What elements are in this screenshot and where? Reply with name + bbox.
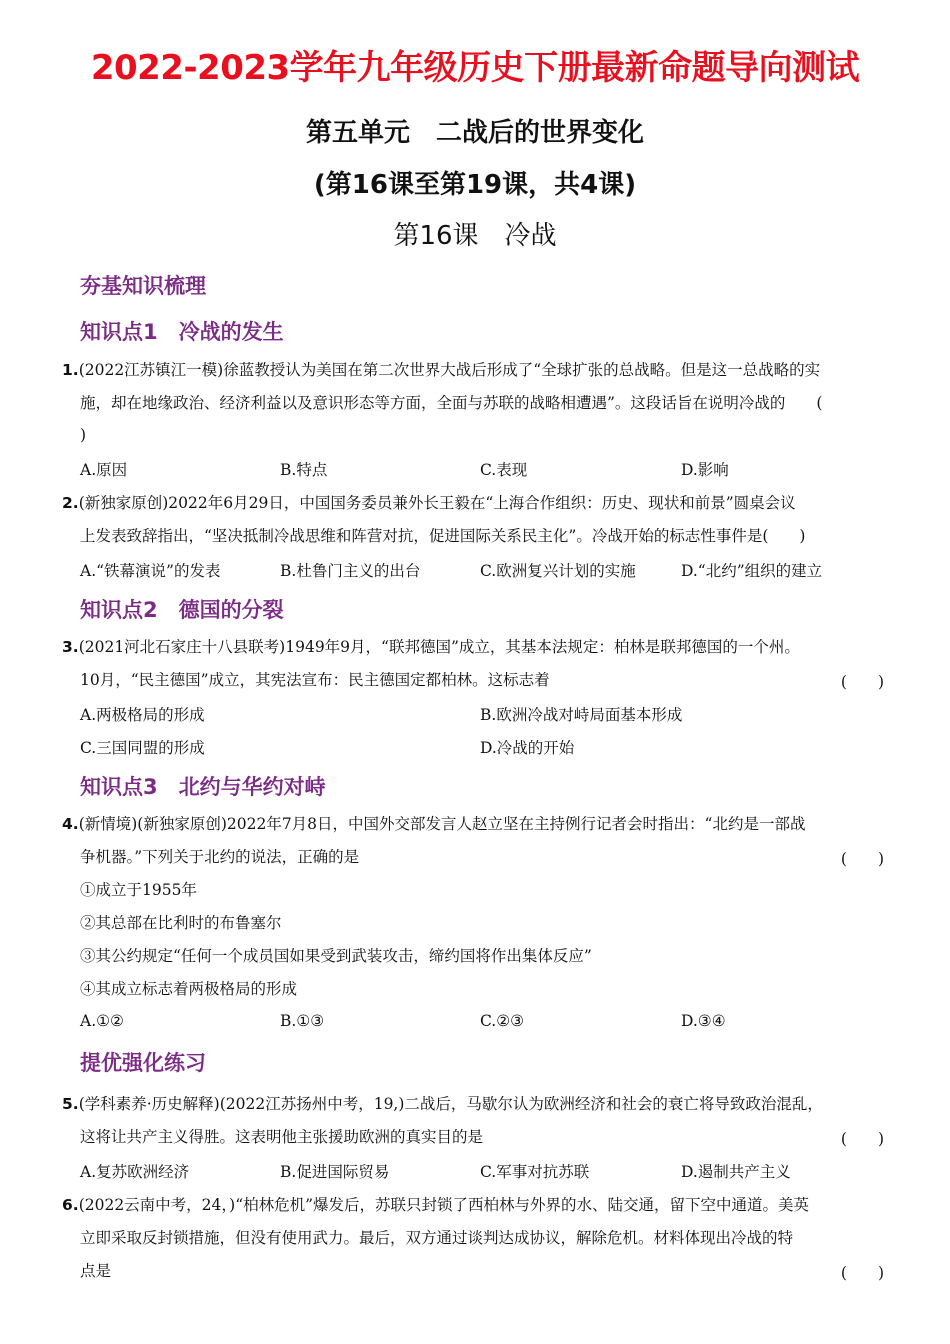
question-5-line-1 (62, 1094, 823, 1114)
option-d: D.遏制共产主义 (681, 1163, 791, 1181)
question-number: 5. (62, 1095, 79, 1113)
question-number: 1. (62, 361, 79, 379)
option-d: D.影响 (681, 461, 729, 479)
section-advanced-practice: 提优强化练习 (80, 1051, 206, 1075)
question-2-line-1 (62, 493, 796, 513)
option-b: B.欧洲冷战对峙局面基本形成 (480, 706, 683, 724)
question-number: 3. (62, 638, 79, 656)
question-2-line-2: 上发表致辞指出，“坚决抵制冷战思维和阵营对抗，促进国际关系民主化”。冷战开始的标志性事件是( ) (80, 527, 806, 545)
option-a: A.“铁幕演说”的发表 (80, 562, 221, 580)
question-1-line-2: 施，却在地缘政治、经济利益以及意识形态等方面，全面与苏联的战略相遭遇”。这段话旨在说明冷战的 ( (80, 394, 823, 412)
question-text: (学科素养·历史解释)(2022江苏扬州中考，19,)二战后，马歇尔认为欧洲经济和社会的衰亡将导致政治混乱， (78, 1095, 823, 1113)
option-a: A.两极格局的形成 (80, 706, 205, 724)
question-text: (新独家原创)2022年6月29日，中国国务委员兼外长王毅在“上海合作组织：历史、现状和前景”圆桌会议 (78, 494, 796, 512)
question-text: (2021河北石家庄十八县联考)1949年9月，“联邦德国”成立，其基本法规定：柏林是联邦德国的一个州。 (78, 638, 800, 656)
option-a: A.原因 (80, 461, 128, 479)
document-title: 2022-2023学年九年级历史下册最新命题导向测试 (90, 48, 860, 88)
option-c: C.三国同盟的形成 (80, 739, 205, 757)
option-c: C.欧洲复兴计划的实施 (480, 562, 636, 580)
knowledge-point-3: 知识点3 北约与华约对峙 (80, 775, 326, 799)
option-b: B.①③ (280, 1012, 325, 1030)
option-a: A.复苏欧洲经济 (80, 1163, 190, 1181)
answer-blank: ( ) (840, 673, 884, 691)
question-3-line-2: 10月，“民主德国”成立，其宪法宣布：民主德国定都柏林。这标志着 (80, 671, 550, 689)
question-4-line-1 (62, 814, 805, 834)
statement-item: ④其成立标志着两极格局的形成 (80, 980, 298, 998)
question-6-line-3: 点是 (80, 1262, 112, 1280)
question-text: (2022江苏镇江一模)徐蓝教授认为美国在第二次世界大战后形成了“全球扩张的总战略。但是这一总战略的实 (78, 361, 821, 379)
statement-item: ③其公约规定“任何一个成员国如果受到武装攻击，缔约国将作出集体反应” (80, 947, 592, 965)
question-text: (新情境)(新独家原创)2022年7月8日，中国外交部发言人赵立坚在主持例行记者会时指出：“北约是一部战 (78, 815, 806, 833)
question-1-line-1 (62, 360, 820, 380)
answer-blank: ( ) (840, 850, 884, 868)
lesson-title: 第16课 冷战 (393, 221, 557, 251)
knowledge-point-2: 知识点2 德国的分裂 (80, 598, 284, 622)
question-number: 4. (62, 815, 79, 833)
knowledge-point-1: 知识点1 冷战的发生 (80, 320, 284, 344)
option-d: D.冷战的开始 (480, 739, 575, 757)
option-b: B.杜鲁门主义的出台 (280, 562, 421, 580)
option-b: B.特点 (280, 461, 328, 479)
answer-blank: ( ) (840, 1130, 884, 1148)
question-6-line-2: 立即采取反封锁措施，但没有使用武力。最后，双方通过谈判达成协议，解除危机。材料体现出冷战的特 (80, 1229, 794, 1247)
option-c: C.表现 (480, 461, 528, 479)
question-number: 6. (62, 1196, 79, 1214)
question-number: 2. (62, 494, 79, 512)
unit-title: 第五单元 二战后的世界变化 (305, 118, 644, 148)
option-c: C.军事对抗苏联 (480, 1163, 590, 1181)
question-3-line-1 (62, 637, 800, 657)
option-d: D.“北约”组织的建立 (681, 562, 823, 580)
section-basic-knowledge: 夯基知识梳理 (80, 274, 206, 298)
question-6-line-1 (62, 1195, 809, 1215)
question-1-line-3: ) (80, 426, 87, 444)
option-a: A.①② (80, 1012, 124, 1030)
lesson-range: (第16课至第19课，共4课) (313, 170, 637, 200)
statement-item: ②其总部在比利时的布鲁塞尔 (80, 914, 282, 932)
question-4-line-2: 争机器。”下列关于北约的说法，正确的是 (80, 848, 360, 866)
question-text: (2022云南中考，24，)“柏林危机”爆发后，苏联只封锁了西柏林与外界的水、陆交通，留下空中通道。美英 (78, 1196, 810, 1214)
option-d: D.③④ (681, 1012, 726, 1030)
option-b: B.促进国际贸易 (280, 1163, 390, 1181)
answer-blank: ( ) (840, 1264, 884, 1282)
option-c: C.②③ (480, 1012, 525, 1030)
question-5-line-2: 这将让共产主义得胜。这表明他主张援助欧洲的真实目的是 (80, 1128, 484, 1146)
statement-item: ①成立于1955年 (80, 881, 197, 899)
